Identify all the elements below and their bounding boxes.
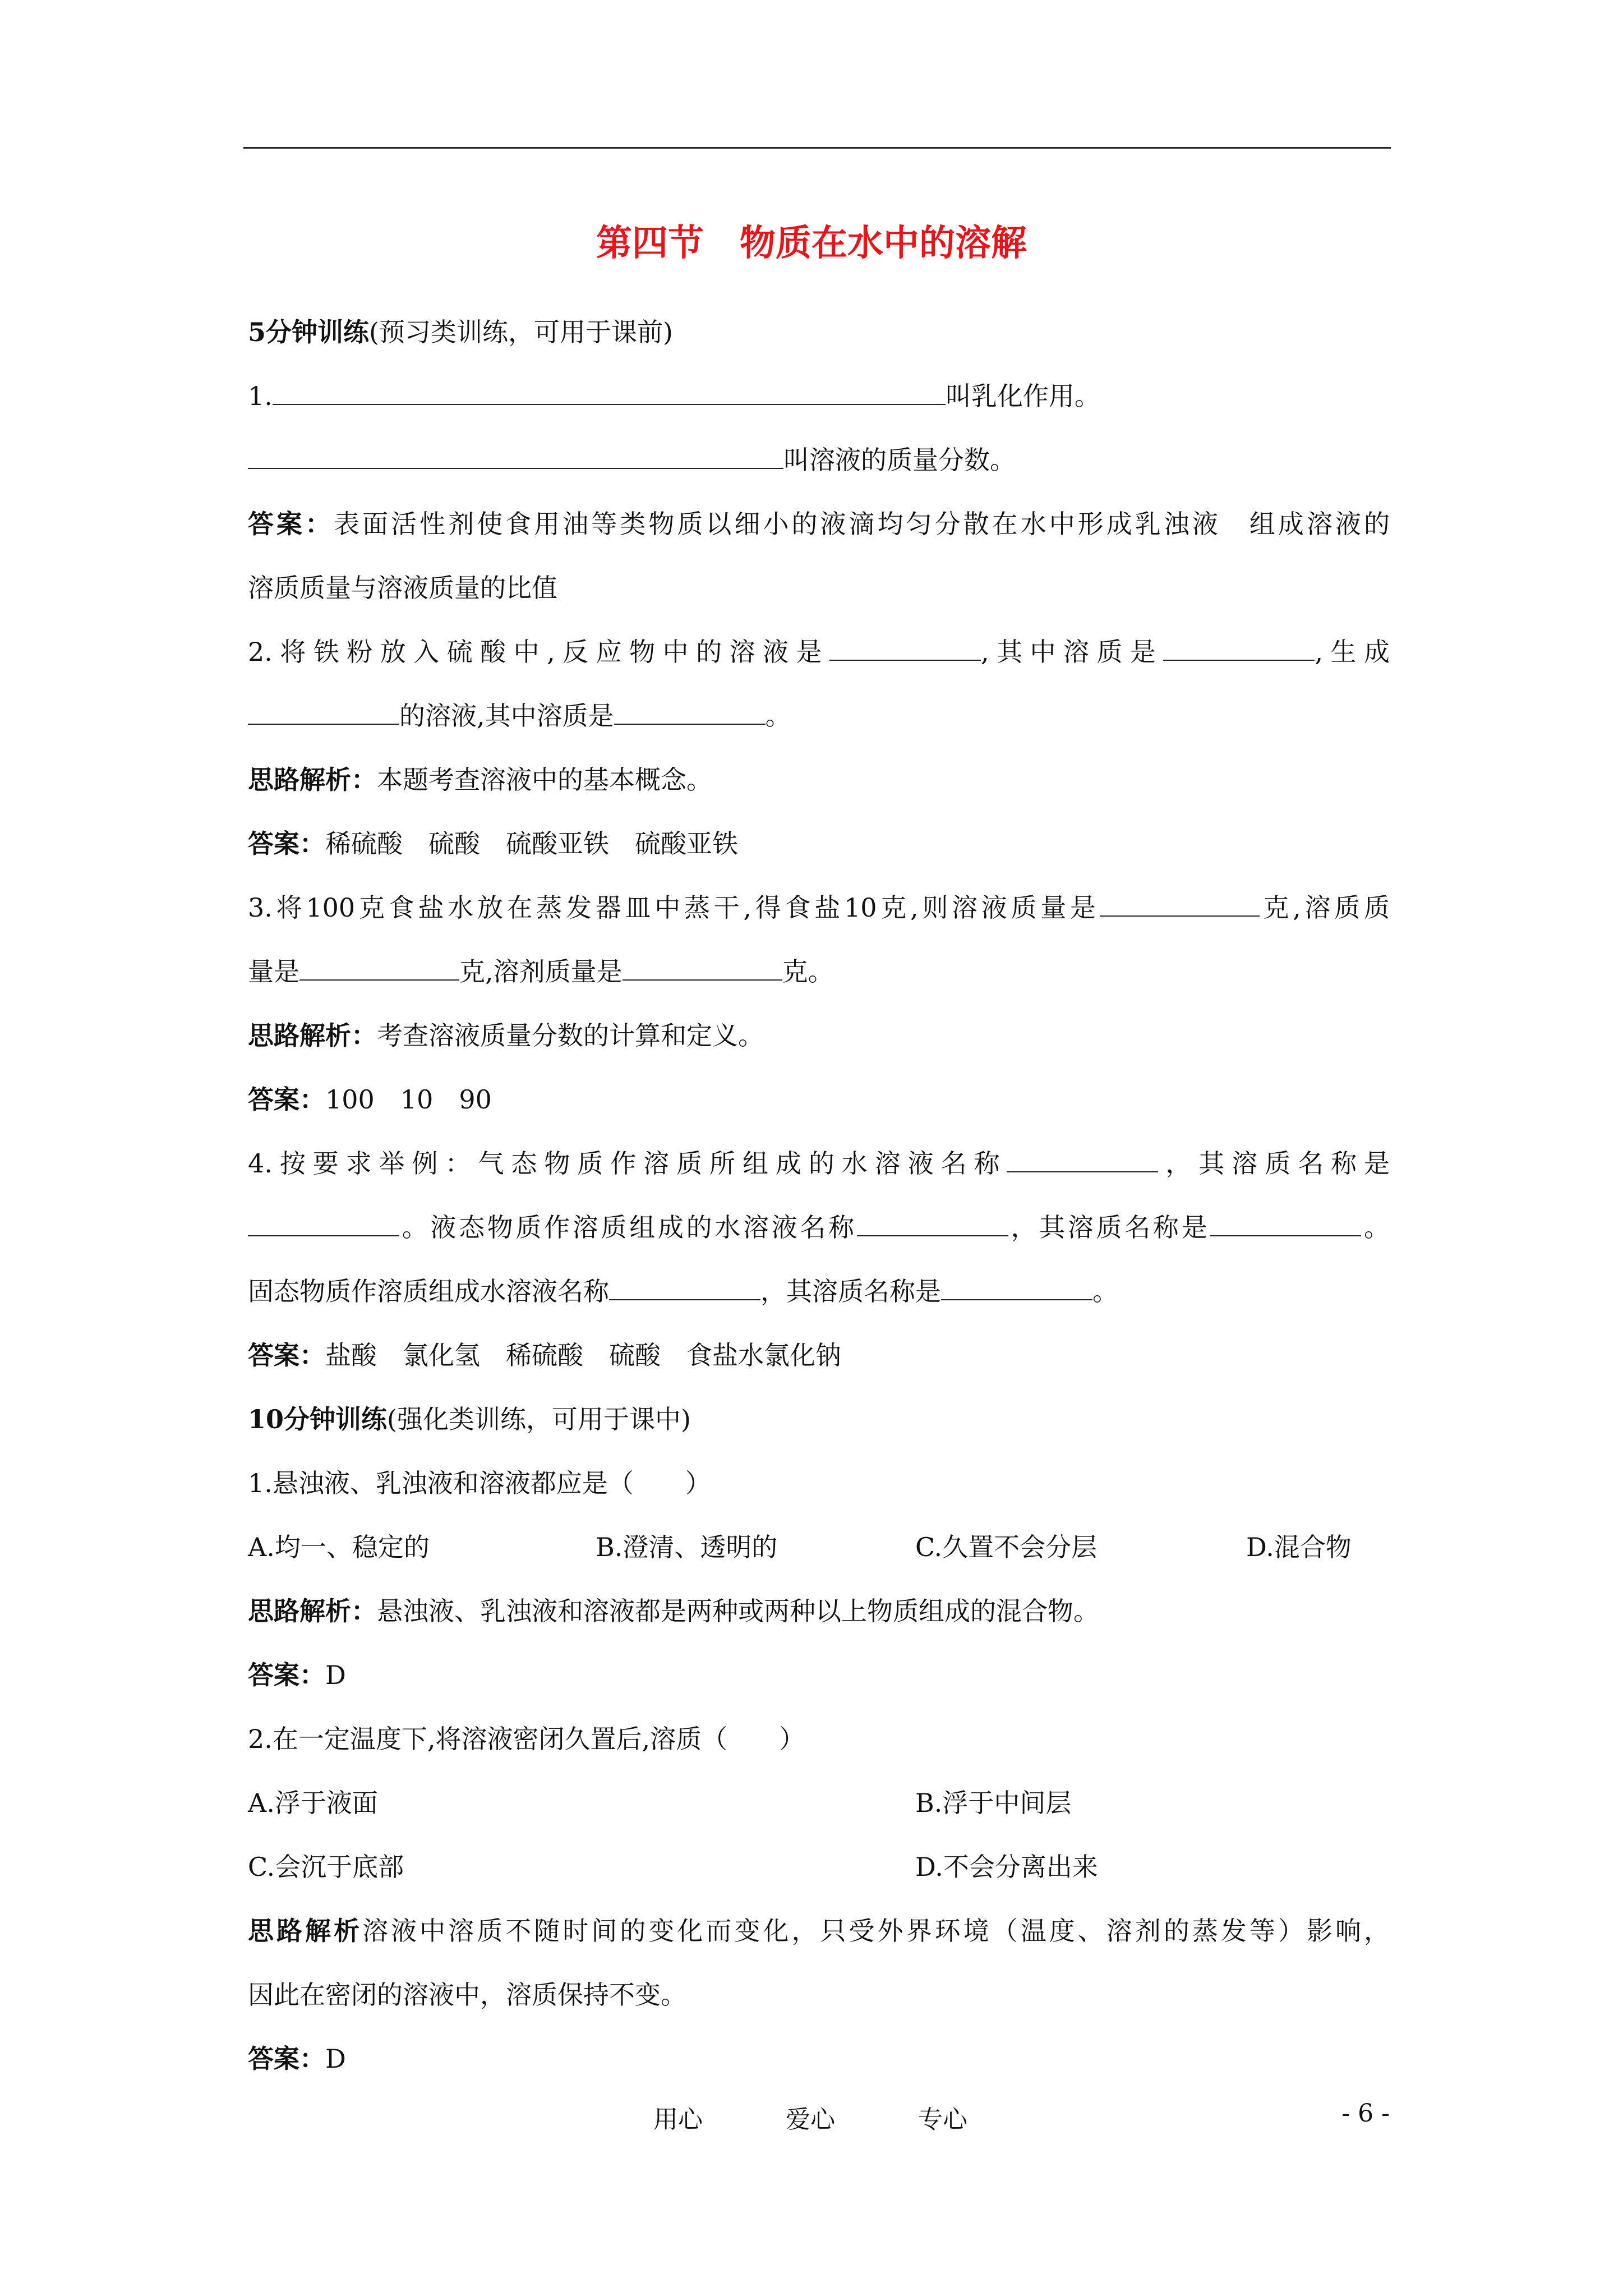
- answer-blank: [248, 699, 399, 725]
- option-d: D.不会分离出来: [915, 1852, 1098, 1882]
- question-line: [248, 684, 1390, 748]
- footer-item: 爱心: [786, 2105, 835, 2134]
- answer-blank: [1163, 635, 1315, 661]
- answer-blank: [1210, 1211, 1361, 1236]
- section-heading-note: (强化类训练，可用于课中): [387, 1404, 691, 1434]
- analysis-text: 溶液中溶质不随时间的变化而变化，只受外界环境（温度、溶剂的蒸发等）影响，: [362, 1916, 1390, 1946]
- answer-label: 答案：: [248, 1660, 325, 1690]
- option-b: B.澄清、透明的: [596, 1532, 778, 1562]
- question-text: 叫溶液的质量分数。: [783, 445, 1016, 475]
- options-row: [248, 1771, 1390, 1835]
- question-line: [248, 1131, 1390, 1195]
- answer-text: 盐酸 氯化氢 稀硫酸 硫酸 食盐水氯化钠: [325, 1340, 841, 1370]
- section-heading: [248, 300, 1390, 364]
- page-title: 第四节 物质在水中的溶解: [596, 222, 1027, 264]
- answer-blank: [614, 699, 766, 725]
- analysis-text: 悬浊液、乳浊液和溶液都是两种或两种以上物质组成的混合物。: [377, 1596, 1099, 1626]
- question-text: ，其溶质名称是: [760, 1276, 941, 1306]
- option-a: A.均一、稳定的: [248, 1532, 430, 1562]
- question-text: 固态物质作溶质组成水溶液名称: [248, 1276, 609, 1306]
- answer-blank: [829, 635, 981, 661]
- analysis-line: [248, 1899, 1390, 1963]
- question-text: 。: [1361, 1212, 1390, 1243]
- analysis-line: [248, 1004, 1390, 1068]
- answer-label: 答案：: [248, 1084, 325, 1115]
- page-number: - 6 -: [1341, 2099, 1390, 2128]
- answer-text: 表面活性剂使食用油等类物质以细小的液滴均匀分散在水中形成乳浊液 组成溶液的: [334, 509, 1390, 539]
- analysis-text: 本题考查溶液中的基本概念。: [377, 765, 712, 795]
- question-text: 叫乳化作用。: [945, 381, 1100, 411]
- question-text: ,生成: [1315, 637, 1390, 667]
- answer-line: [248, 812, 1390, 876]
- analysis-line: [248, 1963, 1390, 2027]
- answer-line: [248, 2027, 1390, 2091]
- answer-line: [248, 1068, 1390, 1131]
- option-b: B.浮于中间层: [915, 1788, 1072, 1818]
- answer-line: [248, 1323, 1390, 1387]
- answer-blank: [248, 443, 783, 469]
- question-line: [248, 940, 1390, 1004]
- section-heading: [248, 1387, 1390, 1451]
- analysis-line: [248, 748, 1390, 812]
- option-d: D.混合物: [1246, 1532, 1352, 1562]
- question-line: [248, 1707, 1390, 1771]
- analysis-label: 思路解析：: [248, 1020, 377, 1051]
- answer-blank: [273, 379, 946, 405]
- option-c: C.久置不会分层: [915, 1532, 1098, 1562]
- answer-blank: [1007, 1147, 1158, 1172]
- question-text: 。液态物质作溶质组成的水溶液名称: [399, 1212, 857, 1243]
- analysis-line: [248, 1579, 1390, 1643]
- question-line: [248, 1451, 1390, 1515]
- answer-line: [248, 1643, 1390, 1707]
- question-line: [248, 876, 1390, 940]
- footer-item: 专心: [918, 2105, 967, 2134]
- question-text: 。: [765, 701, 791, 731]
- question-line: [248, 428, 1390, 492]
- answer-label: 答案：: [248, 509, 334, 539]
- option-c: C.会沉于底部: [248, 1852, 404, 1882]
- answer-blank: [248, 1211, 399, 1236]
- question-text: ，其溶质名称是: [1008, 1212, 1210, 1243]
- question-text: 。: [1092, 1276, 1118, 1306]
- footer-motto: [653, 2099, 967, 2135]
- answer-line: [248, 492, 1390, 556]
- question-text: 克,溶剂质量是: [459, 956, 623, 987]
- answer-text: D: [325, 1660, 346, 1690]
- answer-blank: [609, 1274, 760, 1300]
- answer-blank: [623, 955, 782, 981]
- answer-text: 100 10 90: [325, 1084, 492, 1115]
- answer-line: [248, 556, 1390, 620]
- section-heading-note: (预习类训练，可用于课前): [369, 317, 673, 347]
- question-text: 2.将铁粉放入硫酸中,反应物中的溶液是: [248, 637, 829, 667]
- analysis-label: 思路解析：: [248, 765, 377, 795]
- answer-text: D: [325, 2044, 346, 2074]
- answer-blank: [1100, 891, 1260, 917]
- option-a: A.浮于液面: [248, 1788, 378, 1818]
- analysis-text: 因此在密闭的溶液中，溶质保持不变。: [248, 1980, 686, 2010]
- analysis-text: 考查溶液质量分数的计算和定义。: [377, 1020, 764, 1051]
- question-text: 克,溶质质: [1259, 892, 1390, 923]
- section-heading-label: 10分钟训练: [248, 1404, 388, 1434]
- question-text: ，其溶质名称是: [1158, 1148, 1390, 1179]
- analysis-label: 思路解析: [248, 1916, 363, 1946]
- options-row: [248, 1835, 1390, 1899]
- question-text: 1.悬浊液、乳浊液和溶液都应是（ ）: [248, 1468, 711, 1498]
- answer-blank: [941, 1274, 1092, 1300]
- question-line: [248, 1259, 1390, 1323]
- answer-text: 溶质质量与溶液质量的比值: [248, 573, 557, 603]
- answer-blank: [857, 1211, 1008, 1236]
- answer-label: 答案：: [248, 829, 325, 859]
- footer-item: 用心: [653, 2105, 703, 2134]
- answer-label: 答案：: [248, 1340, 325, 1370]
- question-line: [248, 620, 1390, 684]
- question-text: 量是: [248, 956, 299, 987]
- question-line: [248, 364, 1390, 428]
- question-text: 的溶液,其中溶质是: [399, 701, 614, 731]
- answer-label: 答案：: [248, 2044, 325, 2074]
- question-text: 3.将100克食盐水放在蒸发器皿中蒸干,得食盐10克,则溶液质量是: [248, 892, 1100, 923]
- header-rule: [243, 147, 1391, 149]
- question-number: 1.: [248, 381, 273, 411]
- section-heading-label: 5分钟训练: [248, 317, 370, 347]
- answer-text: 稀硫酸 硫酸 硫酸亚铁 硫酸亚铁: [325, 829, 738, 859]
- document-body: [248, 300, 1390, 2091]
- question-line: [248, 1195, 1390, 1259]
- question-text: 克。: [782, 956, 834, 987]
- analysis-label: 思路解析：: [248, 1596, 377, 1626]
- answer-blank: [299, 955, 459, 981]
- question-text: 4.按要求举例：气态物质作溶质所组成的水溶液名称: [248, 1148, 1007, 1179]
- options-row: [248, 1515, 1390, 1579]
- question-text: ,其中溶质是: [980, 637, 1164, 667]
- question-text: 2.在一定温度下,将溶液密闭久置后,溶质（ ）: [248, 1724, 805, 1754]
